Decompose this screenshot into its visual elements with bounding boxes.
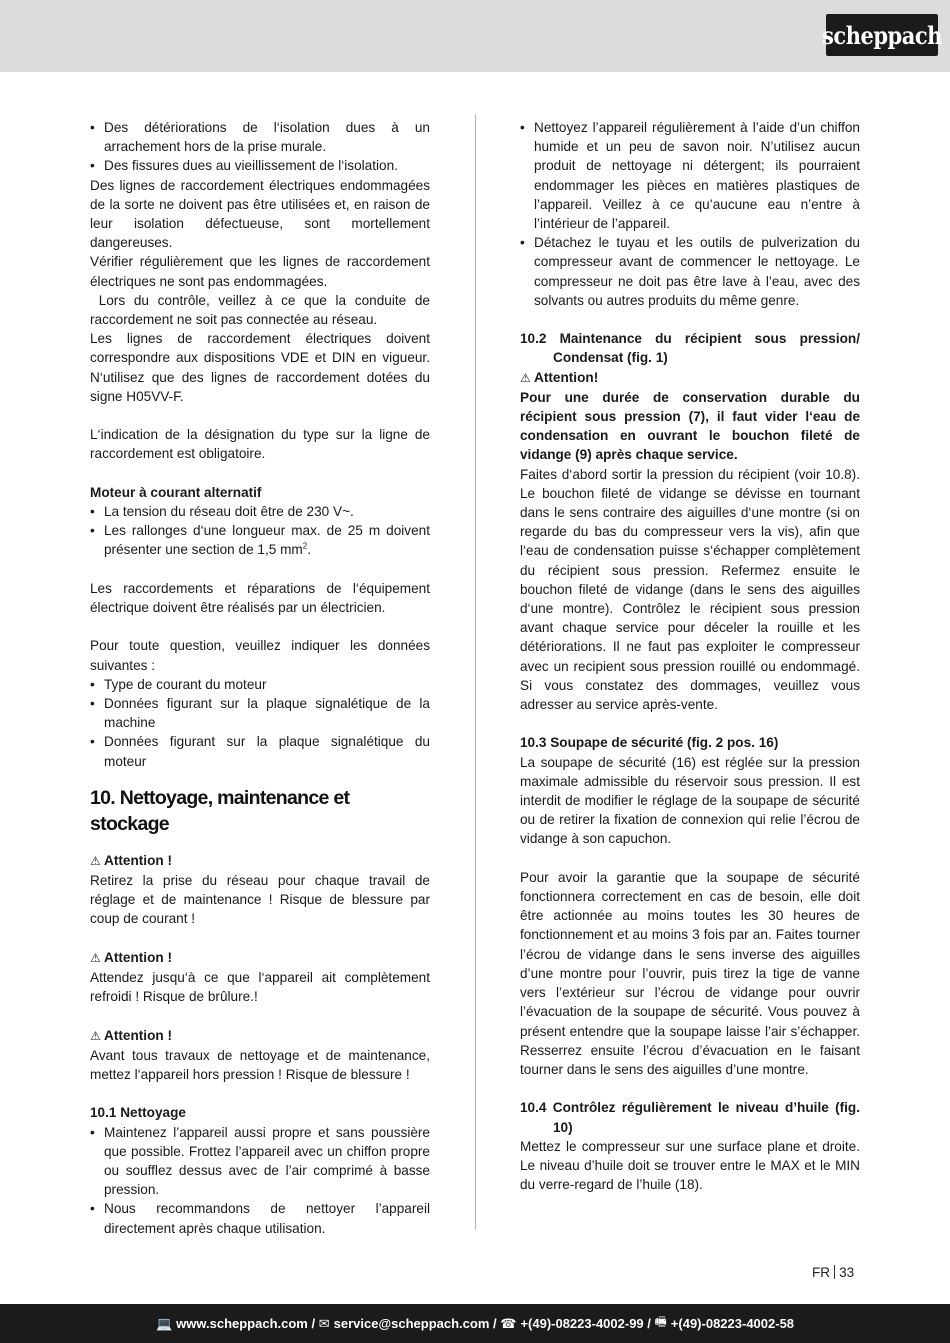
right-column [520,118,860,1194]
page-number-separator [834,1265,835,1279]
footer-website[interactable]: www.scheppach.com / [176,1316,316,1331]
paragraph: Faites d‘abord sortir la pression du récipient (voir 10.8). Le bouchon fileté de vidange se dévisse en tournant dans le sens contraire des aiguilles d‘une montre (si on regarde du bas du compresseur vers la vis), afin que l‘eau de condensation puisse s‘échapper complètement du récipient sous pression. Refermez ensuite le bouchon fileté de vidange (dans le sens des aiguilles d‘une montre). Contrôlez le récipient sous pression avant chaque service pour déceler la rouille et les détériorations. Il ne faut pas exploiter le compresseur avec un recipient sous pression rouillé ou endommagé. Si vous constatez des dommages, veuillez vous adresser au service après-vente. [520,466,860,713]
warning-text: Retirez la prise du réseau pour chaque travail de réglage et de maintenance ! Risque de blessure par coup de courant ! [90,873,430,927]
warning-icon: ⚠ [90,1028,101,1043]
safety-valve-heading: 10.3 Soupape de sécurité (fig. 2 pos. 16) [520,735,779,751]
warning-title: Attention ! [104,852,172,868]
footer-bar [0,1304,950,1343]
warning-text: Avant tous travaux de nettoyage et de maintenance, mettez l‘appareil hors pression ! Risque de blessure ! [90,1047,430,1083]
section-title: 10. Nettoyage, maintenance et stockage [90,786,350,835]
motor-heading: Moteur à courant alternatif [90,484,262,500]
motor-list [90,502,430,560]
warning-icon: ⚠ [90,853,101,868]
paragraph: Mettez le compresseur sur une surface plane et droite. Le niveau d’huile doit se trouver entre le MAX et le MIN du verre-regard de l’huile (18). [520,1138,860,1193]
pressure-vessel-heading: 10.2 Maintenance du récipient sous pression/ Condensat (fig. 1) [520,331,860,366]
mail-icon: ✉ [318,1315,330,1331]
warning-heading [90,1026,430,1046]
list-item: • Maintenez l’appareil aussi propre et sans poussière que possible. Frottez l’appareil avec un chiffon propre ou soufflez dessus avec de l’air comprimé à basse pression. [90,1123,430,1200]
list-item-end: . [307,542,311,558]
paragraph: Les raccordements et réparations de l‘équipement électrique doivent être réalisés par un électricien. [90,580,430,616]
list-item [90,521,430,559]
paragraph: Vérifier régulièrement que les lignes de raccordement électriques ne sont pas endommagées. [90,254,430,289]
list-item: • Nettoyez l’appareil régulièrement à l’aide d’un chiffon humide et un peu de savon noir. N’utilisez aucun produit de nettoyage ni détergent; ils pourraient endommager les pièces en matières plastiques de l’appareil. Veillez à ce qu’aucune eau n’entre à l’intérieur de l’appareil. [520,118,860,233]
required-data-list [90,675,430,771]
list-item: • Détachez le tuyau et les outils de pulverization du compresseur avant de commencer le nettoyage. Le compresseur ne doit pas être lave à l’eau, avec des solvants ou autres produits du même genre. [520,233,860,310]
fax-icon: 🖷 [654,1313,667,1329]
superscript: 2 [302,541,308,551]
list-item: • Données figurant sur la plaque signalétique du moteur [90,732,430,770]
footer-phone: +(49)-08223-4002-99 / [520,1316,651,1331]
warning-title: Attention! [534,369,599,385]
footer-email[interactable]: service@scheppach.com / [333,1316,497,1331]
list-item: • Type de courant du moteur [90,675,430,694]
page-number [812,1265,854,1280]
brand-logo [822,14,942,56]
paragraph: Lors du contrôle, veillez à ce que la conduite de raccordement ne soit pas connectée au réseau. [90,292,434,328]
warning-heading [90,948,430,968]
header-bar [0,0,950,72]
warning-icon: ⚠ [90,950,101,965]
list-item: • Des fissures dues au vieillissement de l‘isolation. [90,156,430,175]
insulation-damage-list [90,118,430,176]
cleaning-list [90,1123,430,1238]
paragraph: Pour toute question, veuillez indiquer les données suivantes : [90,638,430,673]
warning-heading [520,368,860,388]
list-item-text: Les rallonges d‘une longueur max. de 25 m doivent présenter une section de 1,5 mm [104,523,430,558]
warning-icon: ⚠ [520,370,531,385]
left-column [90,118,434,1238]
warning-text: Pour une durée de conservation durable du récipient sous pression (7), il faut vider l‘eau de condensation en ouvrant le bouchon fileté de vidange (9) après chaque service. [520,389,860,463]
warning-title: Attention ! [104,1027,172,1043]
column-divider [475,114,476,1230]
paragraph: Des lignes de raccordement électriques endommagées de la sorte ne doivent pas être utilisées et, en raison de leur isolation défectueuse, sont mortellement dangereuses. [90,177,430,251]
paragraph: Les lignes de raccordement électriques doivent correspondre aux dispositions VDE et DIN en vigueur. N‘utilisez que des lignes de raccordement dotées du signe H05VV-F. [90,331,430,404]
paragraph: Pour avoir la garantie que la soupape de sécurité fonctionnera correctement en cas de besoin, elle doit être actionnée au moins toutes les 30 heures de fonctionnement et au moins 3 fois par an. Faites tourner l’écrou de vidange dans le sens inverse des aiguilles d’une montre pour l’ouvrir, puis tirez la tige de vanne vers l’extérieur sur l’écrou de vidange pour ouvrir l’évacuation de la soupape de sécurité. Vous pouvez à présent entendre que la soupape laisse l’air s’échapper. Resserrez ensuite l’écrou d’évacuation en le faisant tourner dans le sens des aiguilles d’une montre. [520,869,860,1077]
paragraph: La soupape de sécurité (16) est réglée sur la pression maximale admissible du réservoir sous pression. Il est interdit de modifier le réglage de la soupape de sécurité ou de retirer la fixation de connexion qui relie l’écrou de vidange à son capuchon. [520,754,860,847]
page-language: FR [812,1265,831,1280]
paragraph: L‘indication de la désignation du type sur la ligne de raccordement est obligatoire. [90,427,430,462]
warning-heading [90,851,430,871]
phone-icon: ☎ [500,1315,517,1331]
warning-title: Attention ! [104,949,172,965]
list-item: • Nous recommandons de nettoyer l’appareil directement après chaque utilisation. [90,1199,430,1237]
page-number-value: 33 [839,1265,855,1280]
oil-level-heading: 10.4 Contrôlez régulièrement le niveau d’huile (fig. 10) [520,1100,860,1135]
cleaning-heading: 10.1 Nettoyage [90,1105,186,1121]
list-item: • La tension du réseau doit être de 230 V~. [90,502,430,521]
list-item: • Données figurant sur la plaque signalétique de la machine [90,694,430,732]
brand-logo-text: scheppach [822,20,942,50]
computer-icon: 💻 [155,1315,173,1331]
list-item: • Des détériorations de l‘isolation dues à un arrachement hors de la prise murale. [90,118,430,156]
cleaning-list-continued [520,118,860,310]
warning-text: Attendez jusqu‘à ce que l‘appareil ait complètement refroidi ! Risque de brûlure.! [90,970,430,1005]
footer-fax: +(49)-08223-4002-58 [670,1316,795,1331]
